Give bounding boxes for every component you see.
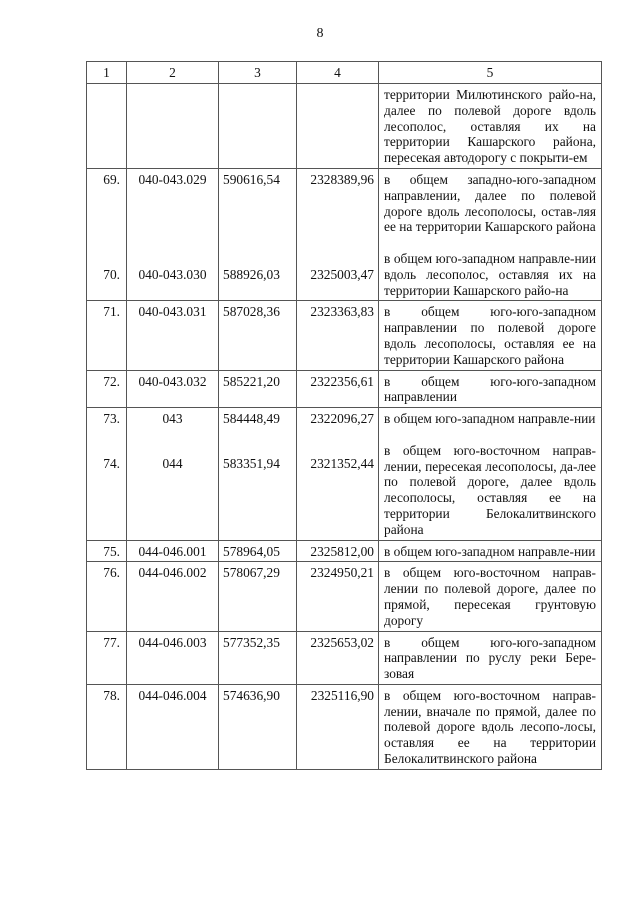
x-coordinate: 583351,94 bbox=[223, 455, 280, 471]
x-coordinate: 578067,29 bbox=[219, 562, 297, 631]
point-id: 044-046.004 bbox=[127, 684, 219, 769]
x-coordinate-cell bbox=[219, 168, 297, 300]
x-coordinate: 577352,35 bbox=[219, 631, 297, 684]
x-coordinate-cell bbox=[219, 408, 297, 540]
table-row bbox=[87, 370, 602, 408]
route-description: в общем юго-западном направле-нии bbox=[384, 411, 596, 427]
row-number: 78. bbox=[87, 684, 127, 769]
y-coordinate bbox=[297, 84, 379, 169]
table-row bbox=[87, 408, 602, 540]
column-header: 5 bbox=[379, 62, 602, 84]
row-number-cell bbox=[87, 408, 127, 540]
table-header-row bbox=[87, 62, 602, 84]
y-coordinate: 2322356,61 bbox=[297, 370, 379, 408]
y-coordinate: 2321352,44 bbox=[310, 455, 374, 471]
route-description: в общем юго-восточном направ-лении, вначале по прямой, далее по полевой дороге вдоль лесопо-лосы, оставляя ее на территории Белокалитвинского района bbox=[379, 684, 602, 769]
route-description: в общем юго-юго-западном направлении по полевой дороге вдоль лесополосы, оставляя ее на территории Кашарского района bbox=[379, 301, 602, 370]
route-description: в общем юго-юго-западном направлении по руслу реки Бере-зовая bbox=[379, 631, 602, 684]
x-coordinate: 584448,49 bbox=[223, 411, 280, 427]
point-id: 040-043.031 bbox=[127, 301, 219, 370]
point-id-cell bbox=[127, 408, 219, 540]
table-row bbox=[87, 168, 602, 300]
route-description: территории Милютинского райо-на, далее по полевой дороге вдоль лесополос, оставляя их на территории Кашарского района, пересекая автодорогу с покрыти-ем bbox=[379, 84, 602, 169]
row-number bbox=[87, 84, 127, 169]
y-coordinate: 2324950,21 bbox=[297, 562, 379, 631]
point-id: 040-043.032 bbox=[127, 370, 219, 408]
y-coordinate: 2328389,96 bbox=[310, 171, 374, 187]
route-description: в общем юго-восточном направ-лении, пересекая лесополосы, да-лее по полевой дороге, далее вдоль лесополосы, оставляя ее на территории Белокалитвинского района bbox=[384, 442, 596, 537]
x-coordinate: 574636,90 bbox=[219, 684, 297, 769]
column-header: 2 bbox=[127, 62, 219, 84]
point-id-cell bbox=[127, 168, 219, 300]
x-coordinate: 585221,20 bbox=[219, 370, 297, 408]
row-number: 73. bbox=[103, 411, 120, 427]
x-coordinate: 587028,36 bbox=[219, 301, 297, 370]
route-description-cell bbox=[379, 168, 602, 300]
y-coordinate-cell bbox=[297, 408, 379, 540]
point-id: 044-046.002 bbox=[127, 562, 219, 631]
table-row bbox=[87, 84, 602, 169]
point-id: 044 bbox=[162, 455, 183, 471]
y-coordinate: 2325812,00 bbox=[297, 540, 379, 562]
y-coordinate: 2322096,27 bbox=[310, 411, 374, 427]
y-coordinate: 2325116,90 bbox=[297, 684, 379, 769]
point-id: 044-046.003 bbox=[127, 631, 219, 684]
table-row bbox=[87, 562, 602, 631]
row-number: 76. bbox=[87, 562, 127, 631]
row-number: 70. bbox=[103, 266, 120, 282]
table-row bbox=[87, 301, 602, 370]
point-id bbox=[127, 84, 219, 169]
row-number: 72. bbox=[87, 370, 127, 408]
x-coordinate: 578964,05 bbox=[219, 540, 297, 562]
page-number: 8 bbox=[316, 26, 324, 41]
row-number: 75. bbox=[87, 540, 127, 562]
route-description: в общем юго-западном направле-нии вдоль лесополос, оставляя их на территории Кашарского райо-на bbox=[384, 250, 596, 298]
y-coordinate: 2325003,47 bbox=[310, 266, 374, 282]
route-description: в общем западно-юго-западном направлении, далее по полевой дороге вдоль лесополосы, остав-ляя ее на территории Кашарского района bbox=[384, 171, 596, 235]
table-row bbox=[87, 631, 602, 684]
column-header: 3 bbox=[219, 62, 297, 84]
column-header: 4 bbox=[297, 62, 379, 84]
coordinates-table bbox=[86, 61, 602, 770]
row-number: 69. bbox=[103, 171, 120, 187]
route-description: в общем юго-восточном направ-лении по полевой дороге, далее по прямой, пересекая грунтовую дорогу bbox=[379, 562, 602, 631]
table-row bbox=[87, 684, 602, 769]
point-id: 044-046.001 bbox=[127, 540, 219, 562]
row-number: 71. bbox=[87, 301, 127, 370]
point-id: 043 bbox=[162, 411, 183, 427]
point-id: 040-043.030 bbox=[138, 266, 207, 282]
point-id: 040-043.029 bbox=[138, 171, 207, 187]
route-description-cell bbox=[379, 408, 602, 540]
row-number: 74. bbox=[103, 455, 120, 471]
column-header: 1 bbox=[87, 62, 127, 84]
x-coordinate bbox=[219, 84, 297, 169]
x-coordinate: 590616,54 bbox=[223, 171, 280, 187]
route-description: в общем юго-западном направле-нии bbox=[379, 540, 602, 562]
x-coordinate: 588926,03 bbox=[223, 266, 280, 282]
row-number: 77. bbox=[87, 631, 127, 684]
y-coordinate: 2323363,83 bbox=[297, 301, 379, 370]
y-coordinate: 2325653,02 bbox=[297, 631, 379, 684]
route-description: в общем юго-юго-западном направлении bbox=[379, 370, 602, 408]
row-number-cell bbox=[87, 168, 127, 300]
y-coordinate-cell bbox=[297, 168, 379, 300]
table-row bbox=[87, 540, 602, 562]
